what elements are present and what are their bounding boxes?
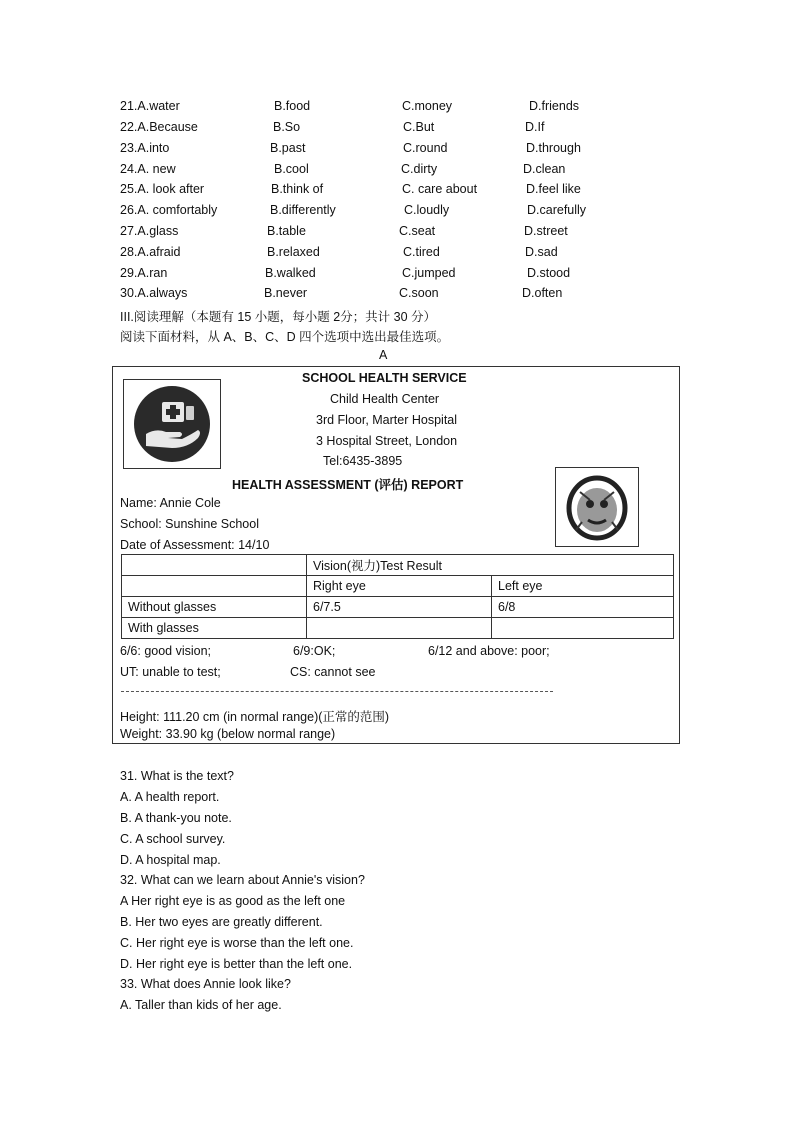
question-stem: 33. What does Annie look like?: [120, 977, 291, 991]
answer-choice: A. A health report.: [120, 790, 220, 804]
report-title: HEALTH ASSESSMENT (评估) REPORT: [232, 478, 464, 492]
option-c: C.dirty: [401, 162, 438, 176]
option-row: [120, 99, 720, 119]
option-b: B.walked: [265, 266, 316, 280]
option-b: B.cool: [274, 162, 309, 176]
answer-choice: B. Her two eyes are greatly different.: [120, 915, 323, 929]
option-c: C.seat: [399, 224, 436, 238]
legend-cs: CS: cannot see: [290, 665, 376, 679]
option-b: B.table: [267, 224, 306, 238]
option-a: 26.A. comfortably: [120, 203, 218, 217]
option-b: B.relaxed: [267, 245, 320, 259]
option-a: 24.A. new: [120, 162, 176, 176]
option-d: D.stood: [527, 266, 571, 280]
left-eye-value: 6/8: [492, 597, 674, 618]
option-a: 30.A.always: [120, 286, 188, 300]
legend-ut: UT: unable to test;: [120, 665, 221, 679]
option-c: C. care about: [402, 182, 478, 196]
option-c: C.loudly: [404, 203, 450, 217]
student-school: School: Sunshine School: [120, 517, 259, 531]
option-d: D.through: [526, 141, 581, 155]
section-instruction: 阅读下面材料，从 A、B、C、D 四个选项中选出最佳选项。: [120, 330, 450, 344]
legend-ok: 6/9:OK;: [293, 644, 336, 658]
health-report: [112, 366, 680, 744]
section-heading: III.阅读理解（本题有 15 小题，每小题 2分；共计 30 分）: [120, 310, 437, 324]
option-d: D.carefully: [527, 203, 587, 217]
option-a: 23.A.into: [120, 141, 170, 155]
option-c: C.But: [403, 120, 435, 134]
option-a: 28.A.afraid: [120, 245, 181, 259]
passage-label: A: [379, 348, 388, 362]
option-row: [120, 245, 720, 265]
weight-value: Weight: 33.90 kg (below normal range): [120, 727, 336, 741]
health-logo-icon: [123, 379, 221, 469]
option-b: B.food: [274, 99, 311, 113]
option-d: D.clean: [523, 162, 566, 176]
divider: [121, 691, 553, 692]
option-d: D.often: [522, 286, 563, 300]
option-b: B.never: [264, 286, 308, 300]
option-row: [120, 203, 720, 223]
row-label: Without glasses: [122, 597, 307, 618]
option-row: [120, 182, 720, 202]
height-value: Height: 111.20 cm (in normal range)(正常的范围): [120, 710, 390, 724]
option-row: [120, 266, 720, 286]
option-a: 29.A.ran: [120, 266, 168, 280]
report-org: SCHOOL HEALTH SERVICE: [302, 371, 467, 385]
report-street: 3 Hospital Street, London: [316, 434, 458, 448]
table-row: [122, 597, 674, 618]
option-c: C.soon: [399, 286, 439, 300]
right-eye-header: Right eye: [307, 576, 492, 597]
vision-table: [121, 554, 674, 639]
option-row: [120, 162, 720, 182]
row-label: With glasses: [122, 618, 307, 639]
option-d: D.friends: [529, 99, 580, 113]
option-c: C.money: [402, 99, 453, 113]
left-eye-header: Left eye: [492, 576, 674, 597]
table-row: [122, 618, 674, 639]
option-a: 25.A. look after: [120, 182, 205, 196]
right-eye-value: 6/7.5: [307, 597, 492, 618]
report-tel: Tel:6435-3895: [323, 454, 403, 468]
option-d: D.sad: [525, 245, 558, 259]
answer-choice: B. A thank-you note.: [120, 811, 232, 825]
question-stem: 31. What is the text?: [120, 769, 234, 783]
option-d: D.feel like: [526, 182, 581, 196]
option-a: 21.A.water: [120, 99, 180, 113]
option-a: 27.A.glass: [120, 224, 179, 238]
assessment-date: Date of Assessment: 14/10: [120, 538, 270, 552]
table-cell: [122, 576, 307, 597]
legend-poor: 6/12 and above: poor;: [428, 644, 550, 658]
table-header: Vision(视力)Test Result: [307, 555, 674, 576]
report-floor: 3rd Floor, Marter Hospital: [316, 413, 458, 427]
photo-icon: [555, 467, 639, 547]
left-eye-value: [492, 618, 674, 639]
question-stem: 32. What can we learn about Annie's vision?: [120, 873, 365, 887]
student-name: Name: Annie Cole: [120, 496, 221, 510]
option-b: B.think of: [271, 182, 324, 196]
option-a: 22.A.Because: [120, 120, 198, 134]
option-b: B.So: [273, 120, 301, 134]
option-c: C.jumped: [402, 266, 456, 280]
report-center: Child Health Center: [330, 392, 440, 406]
option-b: B.differently: [270, 203, 336, 217]
option-row: [120, 224, 720, 244]
answer-choice: C. A school survey.: [120, 832, 226, 846]
table-cell: [122, 555, 307, 576]
answer-choice: D. Her right eye is better than the left one.: [120, 957, 353, 971]
answer-choice: A. Taller than kids of her age.: [120, 998, 282, 1012]
option-row: [120, 141, 720, 161]
legend-good: 6/6: good vision;: [120, 644, 212, 658]
option-c: C.tired: [403, 245, 440, 259]
option-d: D.street: [524, 224, 568, 238]
option-b: B.past: [270, 141, 306, 155]
option-row: [120, 120, 720, 140]
option-c: C.round: [403, 141, 448, 155]
option-row: [120, 286, 720, 306]
right-eye-value: [307, 618, 492, 639]
answer-choice: C. Her right eye is worse than the left one.: [120, 936, 354, 950]
answer-choice: D. A hospital map.: [120, 853, 221, 867]
option-d: D.If: [525, 120, 545, 134]
answer-choice: A Her right eye is as good as the left one: [120, 894, 346, 908]
